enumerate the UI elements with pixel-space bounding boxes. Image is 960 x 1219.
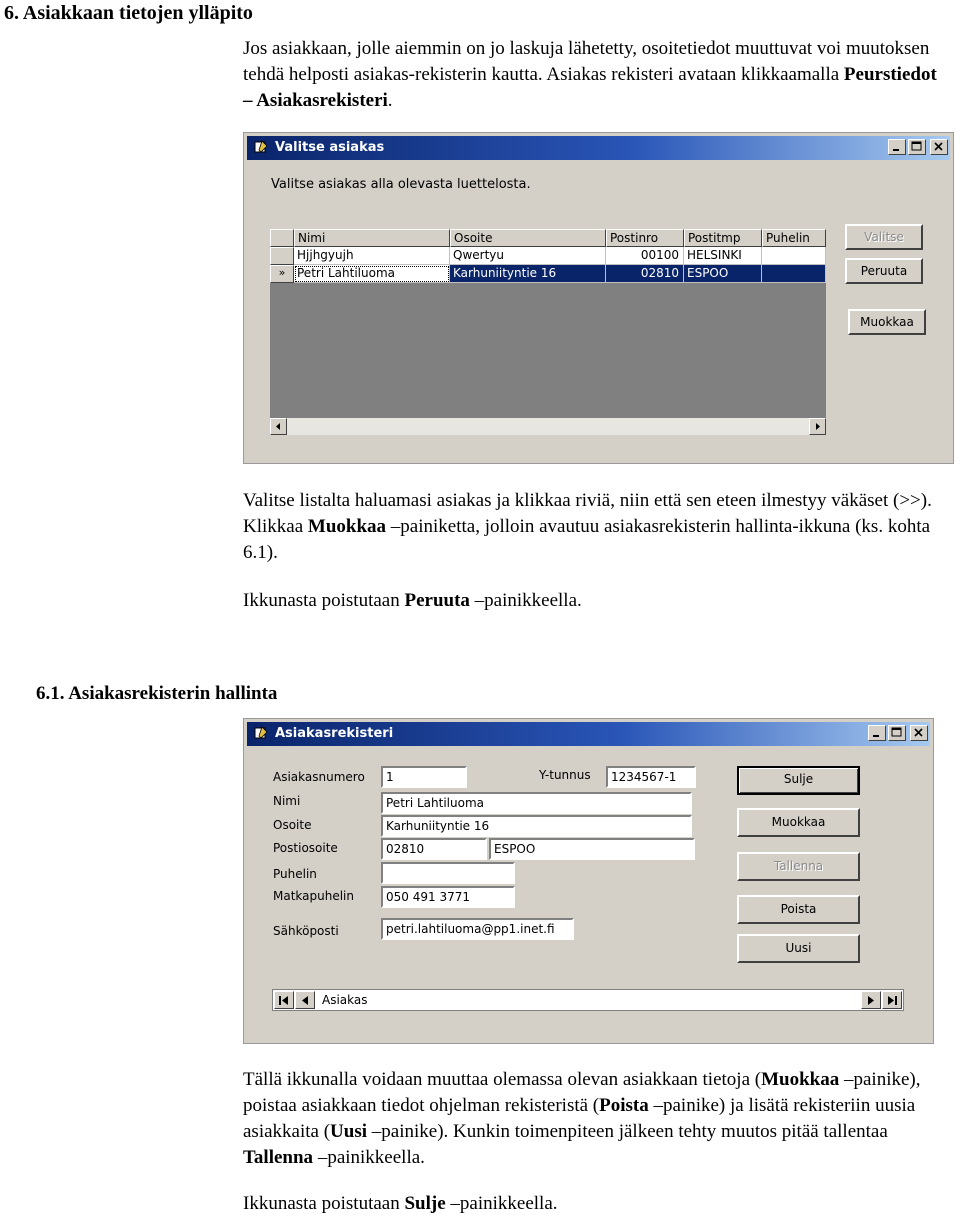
label-address: Osoite bbox=[273, 818, 312, 832]
next-record-button[interactable] bbox=[861, 991, 881, 1009]
column-header-puhelin[interactable]: Puhelin bbox=[762, 229, 826, 247]
grid-corner bbox=[270, 229, 294, 247]
dialog-titlebar bbox=[247, 136, 950, 160]
customer-grid bbox=[270, 229, 826, 435]
form-icon bbox=[253, 725, 269, 741]
label-ytunnus: Y-tunnus bbox=[539, 768, 591, 782]
save-button[interactable]: Tallenna bbox=[737, 852, 860, 881]
customer-number-field[interactable]: 1 bbox=[381, 766, 467, 788]
minimize-button[interactable] bbox=[888, 139, 906, 155]
close-icon bbox=[911, 726, 927, 740]
row-indicator[interactable]: » bbox=[270, 265, 294, 283]
close-icon bbox=[931, 140, 947, 154]
row-indicator[interactable] bbox=[270, 247, 294, 265]
label-mobile: Matkapuhelin bbox=[273, 889, 354, 903]
maximize-icon bbox=[889, 726, 905, 740]
maximize-icon bbox=[909, 140, 925, 154]
column-header-postitmp[interactable]: Postitmp bbox=[684, 229, 762, 247]
label-email: Sähköposti bbox=[273, 924, 339, 938]
table-cell[interactable]: Petri Lahtiluoma bbox=[294, 265, 450, 283]
column-header-postinro[interactable]: Postinro bbox=[606, 229, 684, 247]
dialog-title: Asiakasrekisteri bbox=[275, 726, 394, 741]
new-button[interactable]: Uusi bbox=[737, 934, 860, 963]
exit-paragraph: Ikkunasta poistutaan Peruuta –painikkeella. bbox=[243, 590, 582, 611]
horizontal-scrollbar[interactable] bbox=[270, 418, 826, 435]
last-record-icon bbox=[883, 992, 901, 1008]
exit-paragraph-2: Ikkunasta poistutaan Sulje –painikkeella. bbox=[243, 1193, 558, 1214]
label-phone: Puhelin bbox=[273, 867, 317, 881]
close-window-button[interactable] bbox=[910, 725, 928, 741]
table-cell[interactable]: 02810 bbox=[606, 265, 684, 283]
table-cell[interactable]: ESPOO bbox=[684, 265, 762, 283]
minimize-icon bbox=[889, 140, 905, 154]
table-cell[interactable] bbox=[762, 265, 826, 283]
scroll-left-button[interactable] bbox=[270, 418, 287, 435]
arrow-left-icon bbox=[271, 419, 286, 434]
subsection-heading: 6.1. Asiakasrekisterin hallinta bbox=[36, 683, 278, 704]
first-record-button[interactable] bbox=[274, 991, 294, 1009]
label-customer-number: Asiakasnumero bbox=[273, 770, 365, 784]
next-record-icon bbox=[862, 992, 880, 1008]
table-cell[interactable]: Qwertyu bbox=[450, 247, 606, 265]
dialog-titlebar bbox=[247, 722, 930, 746]
minimize-button[interactable] bbox=[868, 725, 886, 741]
previous-record-button[interactable] bbox=[295, 991, 315, 1009]
previous-record-icon bbox=[296, 992, 314, 1008]
edit-button[interactable]: Muokkaa bbox=[737, 808, 860, 837]
dialog-title: Valitse asiakas bbox=[275, 140, 385, 155]
table-cell[interactable]: 00100 bbox=[606, 247, 684, 265]
close-window-button[interactable] bbox=[930, 139, 948, 155]
column-header-osoite[interactable]: Osoite bbox=[450, 229, 606, 247]
email-field[interactable]: petri.lahtiluoma@pp1.inet.fi bbox=[381, 918, 574, 940]
description-paragraph: Tällä ikkunalla voidaan muuttaa olemassa olevan asiakkaan tietoja (Muokkaa –painike), poistaa asiakkaan tiedot ohjelman rekisteristä (Poista –painike) ja lisätä rekisteriin uusia asiakkaita (Uusi –painike). Kunkin toimenpiteen jälkeen tehty muutos pitää tallentaa Tallenna –painikkeella. bbox=[243, 1069, 921, 1168]
postal-city-field[interactable]: ESPOO bbox=[489, 838, 695, 860]
table-cell[interactable]: Hjjhgyujh bbox=[294, 247, 450, 265]
table-cell[interactable]: HELSINKI bbox=[684, 247, 762, 265]
column-header-nimi[interactable]: Nimi bbox=[294, 229, 450, 247]
minimize-icon bbox=[869, 726, 885, 740]
close-button[interactable]: Sulje bbox=[737, 766, 860, 795]
select-customer-dialog bbox=[243, 132, 954, 464]
ytunnus-field[interactable]: 1234567-1 bbox=[606, 766, 696, 788]
phone-field[interactable] bbox=[381, 862, 515, 884]
label-name: Nimi bbox=[273, 794, 301, 808]
select-button[interactable]: Valitse bbox=[845, 224, 923, 250]
navigator-label: Asiakas bbox=[322, 993, 368, 1007]
record-navigator bbox=[272, 989, 904, 1011]
form-icon bbox=[253, 139, 269, 155]
cancel-button[interactable]: Peruuta bbox=[845, 258, 923, 284]
customer-register-dialog bbox=[243, 718, 934, 1044]
name-field[interactable]: Petri Lahtiluoma bbox=[381, 792, 692, 814]
postal-code-field[interactable]: 02810 bbox=[381, 838, 487, 860]
arrow-right-icon bbox=[810, 419, 825, 434]
scroll-right-button[interactable] bbox=[809, 418, 826, 435]
maximize-button[interactable] bbox=[888, 725, 906, 741]
table-cell[interactable] bbox=[762, 247, 826, 265]
instruction-text: Valitse asiakas alla olevasta luettelosta. bbox=[271, 177, 531, 192]
mobile-field[interactable]: 050 491 3771 bbox=[381, 886, 515, 908]
label-postal: Postiosoite bbox=[273, 841, 338, 855]
section-heading: 6. Asiakkaan tietojen ylläpito bbox=[4, 2, 253, 24]
instruction-paragraph: Valitse listalta haluamasi asiakas ja klikkaa riviä, niin että sen eteen ilmestyy väkäset (>>). Klikkaa Muokkaa –painiketta, jolloin avautuu asiakasrekisterin hallinta-ikkuna (ks. kohta 6.1). bbox=[243, 490, 932, 563]
last-record-button[interactable] bbox=[882, 991, 902, 1009]
edit-button[interactable]: Muokkaa bbox=[848, 309, 926, 335]
table-cell[interactable]: Karhuniityntie 16 bbox=[450, 265, 606, 283]
first-record-icon bbox=[275, 992, 293, 1008]
delete-button[interactable]: Poista bbox=[737, 895, 860, 924]
address-field[interactable]: Karhuniityntie 16 bbox=[381, 815, 692, 837]
maximize-button[interactable] bbox=[908, 139, 926, 155]
intro-paragraph: Jos asiakkaan, jolle aiemmin on jo laskuja lähetetty, osoitetiedot muuttuvat voi muutoksen tehdä helposti asiakas-rekisterin kautta. Asiakas rekisteri avataan klikkaamalla Peurstiedot – Asiakasrekisteri. bbox=[243, 38, 937, 111]
